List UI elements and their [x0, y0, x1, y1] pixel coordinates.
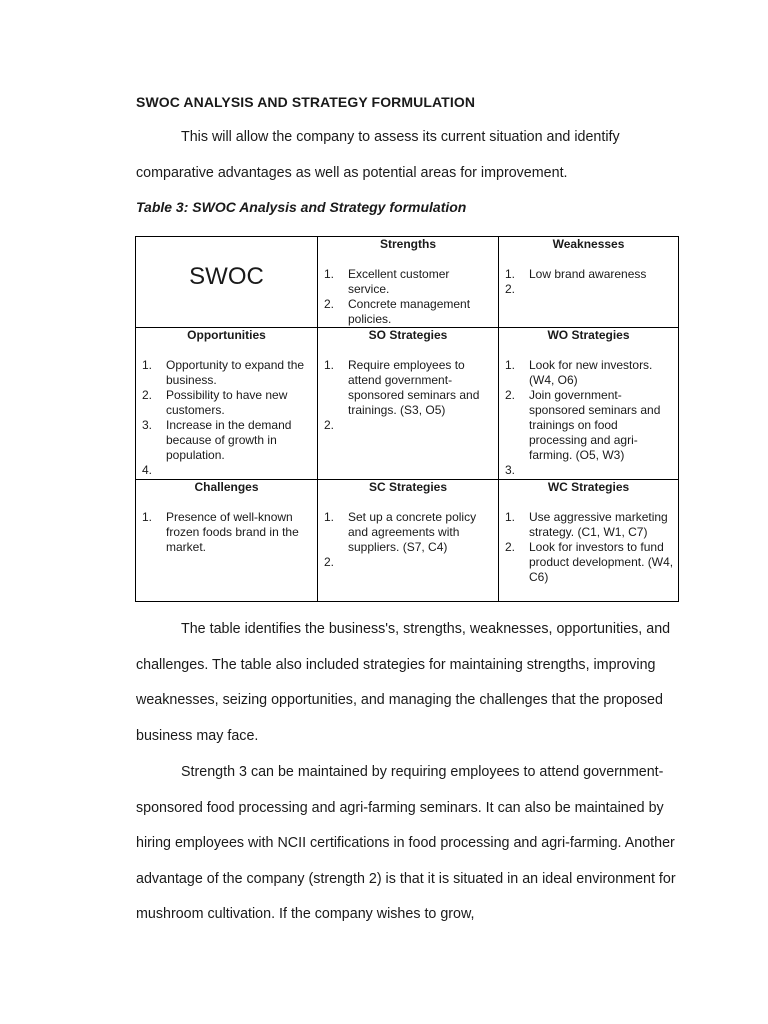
list-number: 3.	[142, 418, 153, 432]
list-number: 2.	[324, 418, 335, 432]
so-strategies-cell	[318, 328, 499, 480]
swoc-table	[135, 236, 679, 602]
list-item-text: Set up a concrete policy and agreements with suppliers. (S7, C4)	[348, 510, 477, 554]
item-list	[499, 510, 678, 585]
table-caption: Table 3: SWOC Analysis and Strategy formulation	[136, 199, 467, 215]
list-number: 1.	[324, 267, 335, 281]
list-item-text: Excellent customer service.	[348, 267, 450, 296]
opportunities-cell	[136, 328, 318, 480]
weaknesses-cell	[499, 237, 679, 328]
list-item	[505, 388, 674, 463]
list-item	[505, 358, 674, 388]
list-number: 2.	[142, 388, 153, 402]
intro-text: This will allow the company to assess its current situation and identify comparative advantages as well as potential areas for improvement.	[136, 129, 620, 181]
list-number: 1.	[324, 358, 335, 372]
list-item	[324, 358, 494, 418]
list-number: 3.	[505, 463, 516, 477]
section-heading: SWOC ANALYSIS AND STRATEGY FORMULATION	[136, 94, 476, 110]
swoc-label: SWOC	[189, 263, 264, 290]
cell-title: WO Strategies	[547, 328, 630, 342]
list-item-text: Possibility to have new customers.	[166, 388, 288, 417]
list-number: 2.	[324, 555, 335, 569]
body-text: Strength 3 can be maintained by requiring employees to attend government-sponsored food processing and agri-farming seminars. It can also be maintained by hiring employees with NCII certifications in food processing and agri-farming. Another advantage of the company (strength 2) is that it is situated in an ideal environment for mushroom cultivation. If the company wishes to grow,	[136, 764, 676, 922]
item-list	[318, 358, 498, 432]
table-row	[136, 237, 679, 328]
list-item	[324, 297, 494, 327]
list-item	[324, 510, 494, 555]
list-number: 2.	[505, 388, 516, 402]
list-number: 1.	[142, 510, 153, 524]
list-item-text: Join government-sponsored seminars and trainings on food processing and agri-farming. (O5, W3)	[529, 388, 661, 462]
body-paragraph	[136, 755, 684, 933]
list-number: 2.	[324, 297, 335, 311]
item-list	[499, 358, 678, 477]
list-item	[505, 540, 674, 585]
list-item-text: Require employees to attend government-sponsored seminars and trainings. (S3, O5)	[348, 358, 480, 417]
challenges-cell	[136, 480, 318, 602]
table-row	[136, 480, 679, 602]
list-item-text: Look for investors to fund product development. (W4, C6)	[529, 540, 674, 584]
list-item	[142, 418, 313, 463]
list-number: 1.	[324, 510, 335, 524]
strengths-cell	[318, 237, 499, 328]
body-text: The table identifies the business's, strengths, weaknesses, opportunities, and challenges. The table also included strategies for maintaining strengths, improving weaknesses, seizing opportunities, and managing the challenges that the proposed business may face.	[136, 621, 671, 744]
list-number: 2.	[505, 282, 516, 296]
list-item	[142, 510, 313, 555]
intro-paragraph	[136, 120, 684, 191]
list-item-text: Look for new investors. (W4, O6)	[529, 358, 653, 387]
list-number: 4.	[142, 463, 153, 477]
list-item	[324, 267, 494, 297]
cell-title: SC Strategies	[368, 480, 448, 494]
list-item	[142, 358, 313, 388]
item-list	[318, 267, 498, 327]
item-list	[136, 358, 317, 477]
list-item-text: Opportunity to expand the business.	[166, 358, 305, 387]
body-paragraph	[136, 612, 684, 754]
list-number: 1.	[505, 358, 516, 372]
cell-title: WC Strategies	[547, 480, 630, 494]
swoc-cell	[136, 237, 318, 328]
list-item-text: Concrete management policies.	[348, 297, 471, 326]
list-item-text: Increase in the demand because of growth in population.	[166, 418, 292, 462]
list-item	[142, 388, 313, 418]
list-number: 1.	[142, 358, 153, 372]
cell-title: Opportunities	[187, 328, 266, 342]
list-item-text: Use aggressive marketing strategy. (C1, W1, C7)	[529, 510, 668, 539]
wc-strategies-cell	[499, 480, 679, 602]
cell-title: Challenges	[194, 480, 259, 494]
item-list	[318, 510, 498, 569]
list-number: 2.	[505, 540, 516, 554]
sc-strategies-cell	[318, 480, 499, 602]
list-number: 1.	[505, 510, 516, 524]
item-list	[499, 267, 678, 296]
list-number: 1.	[505, 267, 516, 281]
cell-title: Weaknesses	[552, 237, 625, 251]
table-row	[136, 328, 679, 480]
cell-title: SO Strategies	[368, 328, 448, 342]
list-item-text: Low brand awareness	[529, 267, 647, 281]
item-list	[136, 510, 317, 555]
list-item-text: Presence of well-known frozen foods brand in the market.	[166, 510, 299, 554]
list-item	[505, 510, 674, 540]
wo-strategies-cell	[499, 328, 679, 480]
cell-title: Strengths	[379, 237, 436, 251]
list-item	[505, 267, 674, 282]
